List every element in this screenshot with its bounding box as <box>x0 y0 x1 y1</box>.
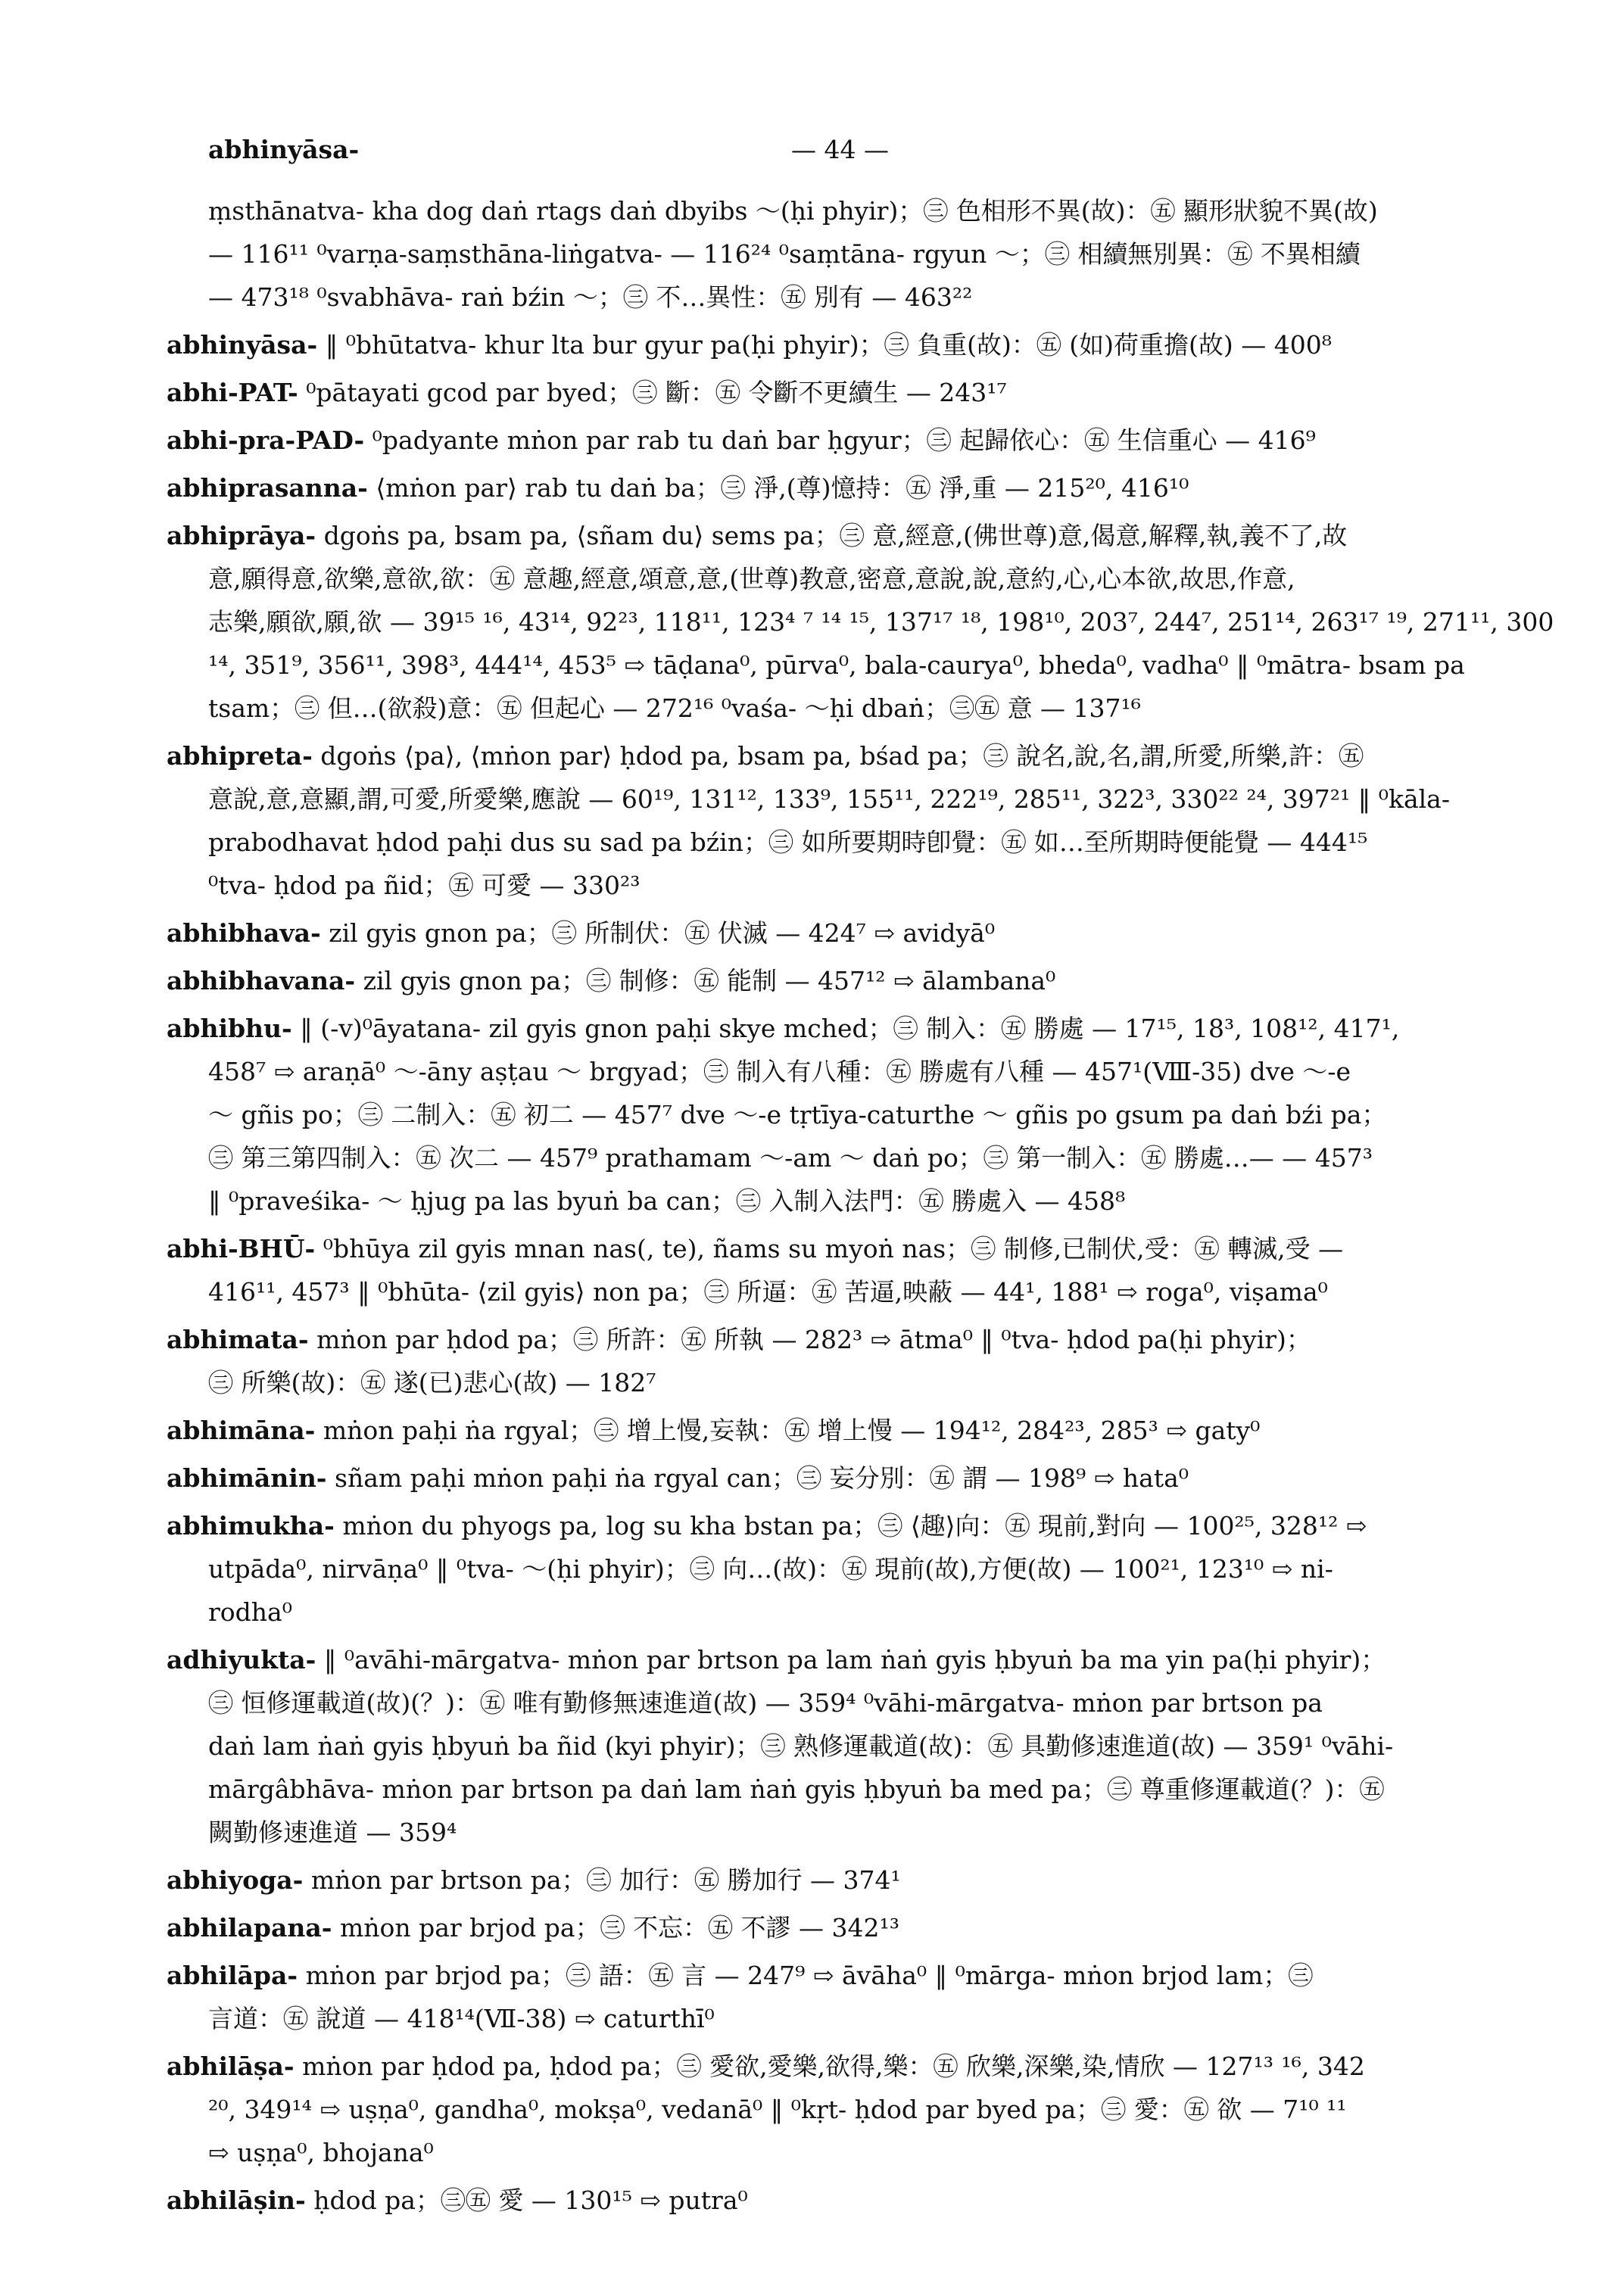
entry-line <box>167 2131 1514 2174</box>
entry-line <box>167 959 1514 1002</box>
entry-text: ⇨ uṣṇa⁰, bhojana⁰ <box>208 2138 434 2167</box>
dictionary-entry <box>167 323 1514 366</box>
entry-line <box>167 1270 1514 1313</box>
entry-line <box>167 1318 1514 1361</box>
entry-text: rodha⁰ <box>208 1597 292 1627</box>
entry-text: 416¹¹, 457³ ‖ ⁰bhūta- ⟨zil gyis⟩ non pa；㊂ 所逼：㊄ 苦逼,映蔽 — 44¹, 188¹ ⇨ roga⁰, viṣama⁰ <box>208 1277 1328 1307</box>
entry-line <box>167 1050 1514 1093</box>
dictionary-entry <box>167 959 1514 1002</box>
entry-line <box>167 1227 1514 1270</box>
dictionary-entry <box>167 1504 1514 1634</box>
dictionary-entry <box>167 1456 1514 1500</box>
entry-line <box>167 643 1514 687</box>
entry-line <box>167 1858 1514 1902</box>
dictionary-entry <box>167 514 1554 730</box>
entry-text: sñam paḥi mṅon paḥi ṅa rgyal can；㊂ 妄分別：㊄ 謂 — 198⁹ ⇨ hata⁰ <box>335 1463 1189 1493</box>
entry-line <box>167 1954 1514 1997</box>
entry-line <box>167 2045 1514 2088</box>
entry-headword: abhipreta- <box>167 741 313 771</box>
entry-text: mṅon par ḥdod pa；㊂ 所許：㊄ 所執 — 282³ ⇨ ātma⁰ ‖ ⁰tva- ḥdod pa(ḥi phyir)； <box>316 1325 1311 1354</box>
entry-text: utpāda⁰, nirvāṇa⁰ ‖ ⁰tva- ～(ḥi phyir)；㊂ 向…(故)：㊄ 現前(故),方便(故) — 100²¹, 123¹⁰ ⇨ ni- <box>208 1554 1333 1584</box>
entry-line <box>167 1997 1514 2040</box>
dictionary-entry <box>167 2179 1514 2222</box>
entry-headword: abhibhu- <box>167 1014 292 1043</box>
entry-line <box>167 1768 1514 1811</box>
entry-text: ḥdod pa；㊂㊄ 愛 — 130¹⁵ ⇨ putra⁰ <box>313 2186 748 2215</box>
entry-line <box>167 864 1514 907</box>
entry-line <box>167 911 1514 955</box>
entry-text: mṅon paḥi ṅa rgyal；㊂ 增上慢,妄執：㊄ 增上慢 — 194¹², 284²³, 285³ ⇨ gaty⁰ <box>323 1416 1261 1445</box>
entry-line <box>167 1179 1514 1223</box>
entry-line <box>167 2179 1514 2222</box>
dictionary-entry <box>167 371 1514 414</box>
entry-text: ⁰bhūya zil gyis mnan nas(, te), ñams su myoṅ nas；㊂ 制修,已制伏,受：㊄ 轉滅,受 — <box>323 1234 1344 1263</box>
dictionary-entry <box>167 466 1514 509</box>
dictionary-entry <box>167 911 1514 955</box>
entry-headword: abhilāpa- <box>167 1961 298 1990</box>
entry-headword: abhiyoga- <box>167 1865 304 1895</box>
entry-line <box>167 419 1514 462</box>
entry-text: ¹⁴, 351⁹, 356¹¹, 398³, 444¹⁴, 453⁵ ⇨ tāḍana⁰, pūrva⁰, bala-caurya⁰, bheda⁰, vadha⁰ ‖ ⁰mātra- bsam pa <box>208 650 1465 680</box>
dictionary-entry <box>167 1227 1514 1313</box>
running-head: abhinyāsa- <box>208 135 360 164</box>
entry-text: ⁰tva- ḥdod pa ñid；㊄ 可愛 — 330²³ <box>208 871 641 900</box>
entry-line <box>167 2088 1514 2131</box>
entry-text: 意,願得意,欲樂,意欲,欲：㊄ 意趣,經意,頌意,意,(世尊)教意,密意,意說,說,意約,心,心本欲,故思,作意, <box>208 564 1295 594</box>
entry-line <box>167 821 1514 864</box>
entry-headword: abhimata- <box>167 1325 309 1354</box>
entry-text: ⁰pātayati gcod par byed；㊂ 斷：㊄ 令斷不更續生 — 243¹⁷ <box>306 378 1007 407</box>
entry-line <box>167 600 1554 643</box>
entry-line <box>167 189 1514 232</box>
dictionary-entry <box>167 189 1514 319</box>
entry-line <box>167 323 1514 366</box>
entry-line <box>167 1409 1514 1452</box>
entry-text: daṅ lam ṅaṅ gyis ḥbyuṅ ba ñid (kyi phyir)；㊂ 熟修運載道(故)：㊄ 具勤修速進道(故) — 359¹ ⁰vāhi- <box>208 1731 1394 1761</box>
dictionary-entry <box>167 1409 1514 1452</box>
entry-line <box>167 1906 1514 1949</box>
entry-text: mṅon par brjod pa；㊂ 語：㊄ 言 — 247⁹ ⇨ āvāha⁰ ‖ ⁰mārga- mṅon brjod lam；㊂ <box>305 1961 1314 1990</box>
dictionary-entry <box>167 1638 1514 1854</box>
entry-text: ⟨mṅon par⟩ rab tu daṅ ba；㊂ 淨,(尊)憶持：㊄ 淨,重 — 215²⁰, 416¹⁰ <box>376 473 1189 503</box>
entry-line <box>167 687 1514 730</box>
dictionary-entry <box>167 1858 1514 1902</box>
entry-text: zil gyis gnon pa；㊂ 制修：㊄ 能制 — 457¹² ⇨ ālambana⁰ <box>363 966 1056 995</box>
entry-headword: abhimāna- <box>167 1416 316 1445</box>
entry-line <box>167 371 1514 414</box>
entry-text: — 473¹⁸ ⁰svabhāva- raṅ bźin ～；㊂ 不…異性：㊄ 別有 — 463²² <box>208 282 973 312</box>
entry-line <box>167 1093 1514 1136</box>
entry-line <box>167 1504 1514 1547</box>
entry-text: 458⁷ ⇨ araṇā⁰ ～-āny aṣṭau ～ brgyad；㊂ 制入有八種：㊄ 勝處有八種 — 457¹(Ⅷ-35) dve ～-e <box>208 1057 1351 1086</box>
entry-headword: abhimānin- <box>167 1463 327 1493</box>
entry-headword: abhi-pra-PAD- <box>167 425 365 455</box>
entry-line <box>167 1547 1514 1590</box>
entry-text: tsam；㊂ 但…(欲殺)意：㊄ 但起心 — 272¹⁶ ⁰vaśa- ～ḥi dbaṅ；㊂㊄ 意 — 137¹⁶ <box>208 693 1141 723</box>
entry-text: ṃsthānatva- kha dog daṅ rtags daṅ dbyibs ～(ḥi phyir)；㊂ 色相形不異(故)：㊄ 顯形狀貌不異(故) <box>208 196 1378 226</box>
entry-headword: abhilapana- <box>167 1913 332 1943</box>
entry-text: mārgâbhāva- mṅon par brtson pa daṅ lam ṅaṅ gyis ḥbyuṅ ba med pa；㊂ 尊重修運載道(？)：㊄ <box>208 1774 1385 1804</box>
page-number: — 44 — <box>791 135 889 164</box>
entry-headword: abhimukha- <box>167 1511 335 1541</box>
entry-text: dgoṅs ⟨pa⟩, ⟨mṅon par⟩ ḥdod pa, bsam pa, bśad pa；㊂ 說名,說,名,謂,所愛,所樂,許：㊄ <box>320 741 1364 771</box>
entry-text: mṅon par ḥdod pa, ḥdod pa；㊂ 愛欲,愛樂,欲得,樂：㊄ 欣樂,深樂,染,情欣 — 127¹³ ¹⁶, 342 <box>302 2052 1365 2081</box>
entry-line <box>167 557 1514 600</box>
entry-line <box>167 777 1514 821</box>
entry-line <box>167 1456 1514 1500</box>
entry-line <box>167 1811 1514 1854</box>
entry-line <box>167 466 1514 509</box>
entry-headword: abhilāṣin- <box>167 2186 306 2215</box>
entry-line <box>167 276 1514 319</box>
dictionary-entry <box>167 1906 1514 1949</box>
entry-line <box>167 514 1514 557</box>
dictionary-entry <box>167 1318 1514 1404</box>
entry-text: ‖ (-v)⁰āyatana- zil gyis gnon paḥi skye mched；㊂ 制入：㊄ 勝處 — 17¹⁵, 18³, 108¹², 417¹, <box>300 1014 1400 1043</box>
page-header <box>208 135 1495 180</box>
entry-line <box>167 1590 1514 1634</box>
entry-line <box>167 232 1514 276</box>
entry-headword: abhinyāsa- <box>167 330 318 360</box>
entry-text: mṅon par brjod pa；㊂ 不忘：㊄ 不謬 — 342¹³ <box>339 1913 899 1943</box>
entry-text: — 116¹¹ ⁰varṇa-saṃsthāna-liṅgatva- — 116²⁴ ⁰saṃtāna- rgyun ～；㊂ 相續無別異：㊄ 不異相續 <box>208 239 1361 269</box>
entry-line <box>167 1638 1514 1681</box>
entry-line <box>167 1361 1514 1404</box>
dictionary-entry <box>167 419 1514 462</box>
entry-line <box>167 1681 1514 1724</box>
entry-text: ‖ ⁰avāhi-mārgatva- mṅon par brtson pa lam ṅaṅ gyis ḥbyuṅ ba ma yin pa(ḥi phyir)； <box>323 1645 1386 1675</box>
entry-text: mṅon par brtson pa；㊂ 加行：㊄ 勝加行 — 374¹ <box>310 1865 901 1895</box>
entry-line <box>167 734 1514 777</box>
entry-text: ㊂ 第三第四制入：㊄ 次二 — 457⁹ prathamam ～-am ～ daṅ po；㊂ 第一制入：㊄ 勝處…— — 457³ <box>208 1143 1373 1173</box>
dictionary-entry <box>167 1007 1514 1223</box>
dictionary-entry <box>167 734 1514 907</box>
entry-headword: abhi-PAT- <box>167 378 298 407</box>
entry-text: 言道：㊄ 說道 — 418¹⁴(Ⅶ-38) ⇨ caturthī⁰ <box>208 2004 715 2033</box>
entry-text: ㊂ 恒修運載道(故)(？)：㊄ 唯有勤修無速進道(故) — 359⁴ ⁰vāhi-mārgatva- mṅon par brtson pa <box>208 1688 1323 1718</box>
entry-text: ～ gñis po；㊂ 二制入：㊄ 初二 — 457⁷ dve ～-e tṛtīya-caturthe ～ gñis po gsum pa daṅ bźi pa； <box>208 1100 1387 1129</box>
entry-text: dgoṅs pa, bsam pa, ⟨sñam du⟩ sems pa；㊂ 意,經意,(佛世尊)意,偈意,解釋,執,義不了,故 <box>323 521 1348 550</box>
entry-list <box>167 189 1554 2226</box>
entry-headword: abhilāṣa- <box>167 2052 295 2081</box>
entry-headword: abhi-BHŪ- <box>167 1234 316 1263</box>
entry-line <box>167 1136 1514 1179</box>
entry-text: 闕勤修速進道 — 359⁴ <box>208 1818 457 1847</box>
entry-headword: abhiprāya- <box>167 521 316 550</box>
entry-text: ‖ ⁰bhūtatva- khur lta bur gyur pa(ḥi phyir)；㊂ 負重(故)：㊄ (如)荷重擔(故) — 400⁸ <box>325 330 1333 360</box>
entry-line <box>167 1724 1514 1768</box>
entry-text: 志樂,願欲,願,欲 — 39¹⁵ ¹⁶, 43¹⁴, 92²³, 118¹¹, 123⁴ ⁷ ¹⁴ ¹⁵, 137¹⁷ ¹⁸, 198¹⁰, 203⁷, 244⁷, 251¹⁴, 263¹⁷ ¹⁹, 271¹¹, 300 <box>208 607 1554 637</box>
entry-text: zil gyis gnon pa；㊂ 所制伏：㊄ 伏滅 — 424⁷ ⇨ avidyā⁰ <box>329 918 996 948</box>
entry-text: ²⁰, 349¹⁴ ⇨ uṣṇa⁰, gandha⁰, mokṣa⁰, vedanā⁰ ‖ ⁰kṛt- ḥdod par byed pa；㊂ 愛：㊄ 欲 — 7¹⁰ ¹¹ <box>208 2095 1347 2124</box>
entry-text: mṅon du phyogs pa, log su kha bstan pa；㊂ ⟨趣⟩向：㊄ 現前,對向 — 100²⁵, 328¹² ⇨ <box>342 1511 1367 1541</box>
entry-text: ‖ ⁰praveśika- ～ ḥjug pa las byuṅ ba can；㊂ 入制入法門：㊄ 勝處入 — 458⁸ <box>208 1186 1126 1216</box>
entry-text: ㊂ 所樂(故)：㊄ 遂(已)悲心(故) — 182⁷ <box>208 1368 656 1397</box>
entry-line <box>167 1007 1514 1050</box>
entry-text: 意說,意,意顯,謂,可愛,所愛樂,應說 — 60¹⁹, 131¹², 133⁹, 155¹¹, 222¹⁹, 285¹¹, 322³, 330²² ²⁴, 397²¹ ‖ ⁰kāla- <box>208 784 1451 814</box>
entry-text: prabodhavat ḥdod paḥi dus su sad pa bźin；㊂ 如所要期時卽覺：㊄ 如…至所期時便能覺 — 444¹⁵ <box>208 827 1368 857</box>
entry-headword: adhiyukta- <box>167 1645 316 1675</box>
entry-text: ⁰padyante mṅon par rab tu daṅ bar ḥgyur；㊂ 起歸依心：㊄ 生信重心 — 416⁹ <box>372 425 1316 455</box>
dictionary-entry <box>167 2045 1514 2174</box>
entry-headword: abhibhavana- <box>167 966 356 995</box>
entry-headword: abhiprasanna- <box>167 473 368 503</box>
entry-headword: abhibhava- <box>167 918 321 948</box>
dictionary-entry <box>167 1954 1514 2040</box>
